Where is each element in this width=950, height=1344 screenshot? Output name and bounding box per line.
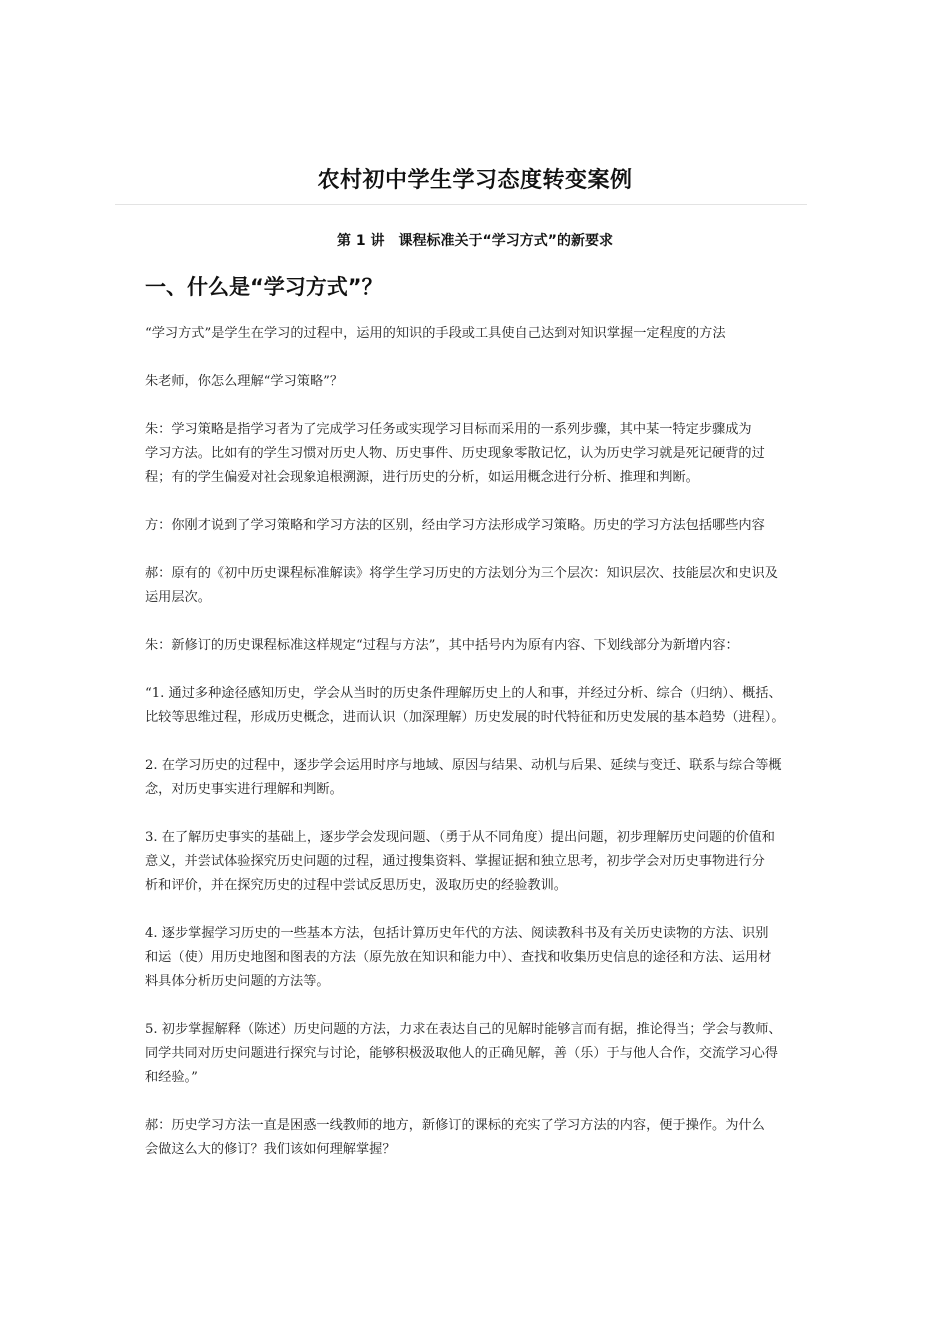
body-paragraph: [145, 634, 817, 658]
document-body: [145, 322, 817, 1186]
paragraph-line: 料具体分析历史问题的方法等。: [145, 974, 330, 989]
body-paragraph: [145, 514, 817, 538]
paragraph-line: “1. 通过多种途径感知历史，学会从当时的历史条件理解历史上的人和事，并经过分析、综合（归纳）、概括、: [145, 686, 782, 701]
paragraph-line: 2. 在学习历史的过程中，逐步学会运用时序与地域、原因与结果、动机与后果、延续与变迁、联系与综合等概: [145, 758, 782, 773]
paragraph-line: 郝：历史学习方法一直是困惑一线教师的地方，新修订的课标的充实了学习方法的内容，便于操作。为什么: [145, 1118, 765, 1133]
paragraph-line: 运用层次。: [145, 590, 211, 605]
body-paragraph: [145, 754, 817, 802]
paragraph-line: 程；有的学生偏爱对社会现象追根溯源，进行历史的分析，如运用概念进行分析、推理和判断。: [145, 470, 699, 485]
document-title: 农村初中学生学习态度转变案例: [317, 168, 633, 193]
paragraph-line: 和经验。”: [145, 1070, 198, 1085]
paragraph-line: 4. 逐步掌握学习历史的一些基本方法，包括计算历史年代的方法、阅读教科书及有关历史读物的方法、识别: [145, 926, 769, 941]
title-divider: [115, 204, 807, 205]
paragraph-line: 同学共同对历史问题进行探究与讨论，能够积极汲取他人的正确见解，善（乐）于与他人合作，交流学习心得: [145, 1046, 778, 1061]
paragraph-line: 朱老师，你怎么理解“学习策略”？: [145, 374, 344, 389]
body-paragraph: [145, 1114, 817, 1162]
paragraph-line: 方：你刚才说到了学习策略和学习方法的区别，经由学习方法形成学习策略。历史的学习方法包括哪些内容: [145, 518, 765, 533]
paragraph-line: 析和评价，并在探究历史的过程中尝试反思历史，汲取历史的经验教训。: [145, 878, 567, 893]
paragraph-line: 念，对历史事实进行理解和判断。: [145, 782, 343, 797]
body-paragraph: [145, 1018, 817, 1090]
body-paragraph: [145, 682, 817, 730]
paragraph-line: 朱：学习策略是指学习者为了完成学习任务或实现学习目标而采用的一系列步骤，其中某一特定步骤成为: [145, 422, 752, 437]
body-paragraph: [145, 322, 817, 346]
paragraph-line: 朱：新修订的历史课程标准这样规定“过程与方法”，其中括号内为原有内容、下划线部分为新增内容：: [145, 638, 739, 653]
paragraph-line: 比较等思维过程，形成历史概念，进而认识（加深理解）历史发展的时代特征和历史发展的基本趋势（进程）。: [145, 710, 785, 725]
section-heading: 一、什么是“学习方式”？: [145, 275, 383, 299]
body-paragraph: [145, 562, 817, 610]
paragraph-line: 郝：原有的《初中历史课程标准解读》将学生学习历史的方法划分为三个层次：知识层次、技能层次和史识及: [145, 566, 778, 581]
paragraph-line: 意义，并尝试体验探究历史问题的过程，通过搜集资料、掌握证据和独立思考，初步学会对历史事物进行分: [145, 854, 765, 869]
lecture-heading: 第 1 讲 课程标准关于“学习方式”的新要求: [337, 233, 613, 249]
paragraph-line: 和运（使）用历史地图和图表的方法（原先放在知识和能力中）、查找和收集历史信息的途径和方法、运用材: [145, 950, 772, 965]
body-paragraph: [145, 922, 817, 994]
paragraph-line: 5. 初步掌握解释（陈述）历史问题的方法，力求在表达自己的见解时能够言而有据，推论得当；学会与教师、: [145, 1022, 782, 1037]
paragraph-line: 会做这么大的修订？我们该如何理解掌握？: [145, 1142, 396, 1157]
paragraph-line: 学习方法。比如有的学生习惯对历史人物、历史事件、历史现象零散记忆，认为历史学习就是死记硬背的过: [145, 446, 765, 461]
body-paragraph: [145, 826, 817, 898]
paragraph-line: “学习方式”是学生在学习的过程中，运用的知识的手段或工具使自己达到对知识掌握一定程度的方法: [145, 326, 726, 341]
body-paragraph: [145, 370, 817, 394]
paragraph-line: 3. 在了解历史事实的基础上，逐步学会发现问题、（勇于从不同角度）提出问题，初步理解历史问题的价值和: [145, 830, 775, 845]
body-paragraph: [145, 418, 817, 490]
